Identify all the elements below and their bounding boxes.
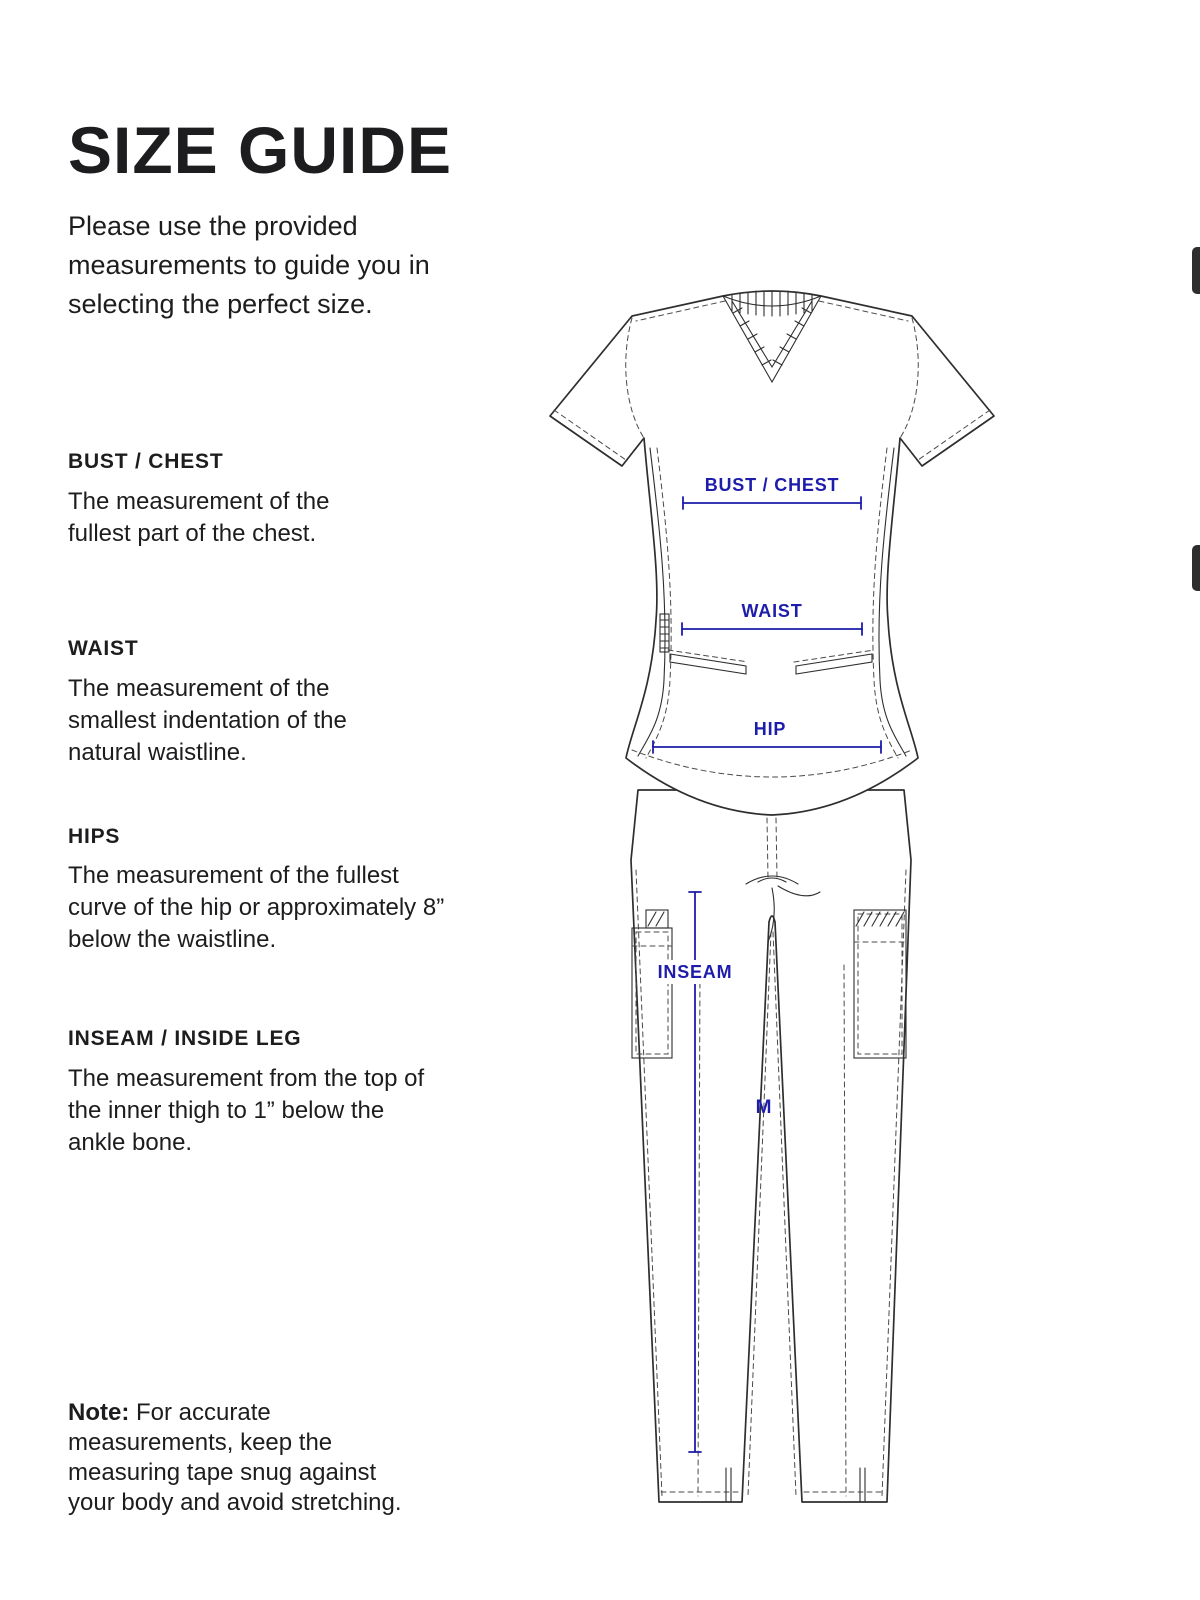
section-heading-hips: HIPS	[68, 825, 121, 848]
diagram-size-marker: M	[755, 1097, 773, 1118]
section-heading-waist: WAIST	[68, 637, 139, 660]
section-heading-inseam: INSEAM / INSIDE LEG	[68, 1027, 302, 1050]
note-body: For accurate measurements, keep the measuring tape snug against your body and avoid stretching.	[68, 1399, 402, 1516]
diagram-label-bust: BUST / CHEST	[704, 475, 840, 495]
section-body-hips: The measurement of the fullest curve of the hip or approximately 8” below the waistline.	[68, 862, 445, 953]
page-title: SIZE GUIDE	[68, 113, 453, 188]
scrub-pants-drawing	[631, 790, 911, 1502]
note-label: Note:	[68, 1399, 130, 1426]
intro-text: Please use the provided measurements to guide you in selecting the perfect size.	[68, 211, 430, 319]
section-body-waist: The measurement of the smallest indentation of the natural waistline.	[68, 675, 347, 766]
section-body-bust: The measurement of the fullest part of the chest.	[68, 488, 330, 547]
scrubs-technical-drawing	[520, 270, 1000, 1530]
note-text	[68, 1398, 420, 1518]
diagram-label-waist: WAIST	[741, 601, 803, 621]
section-heading-bust: BUST / CHEST	[68, 450, 224, 473]
edge-artifact-bottom	[1192, 545, 1200, 591]
diagram-label-inseam: INSEAM	[657, 962, 733, 982]
section-body-inseam: The measurement from the top of the inner thigh to 1” below the ankle bone.	[68, 1065, 425, 1156]
edge-artifact-top	[1192, 247, 1200, 294]
diagram-label-hip: HIP	[753, 719, 787, 739]
